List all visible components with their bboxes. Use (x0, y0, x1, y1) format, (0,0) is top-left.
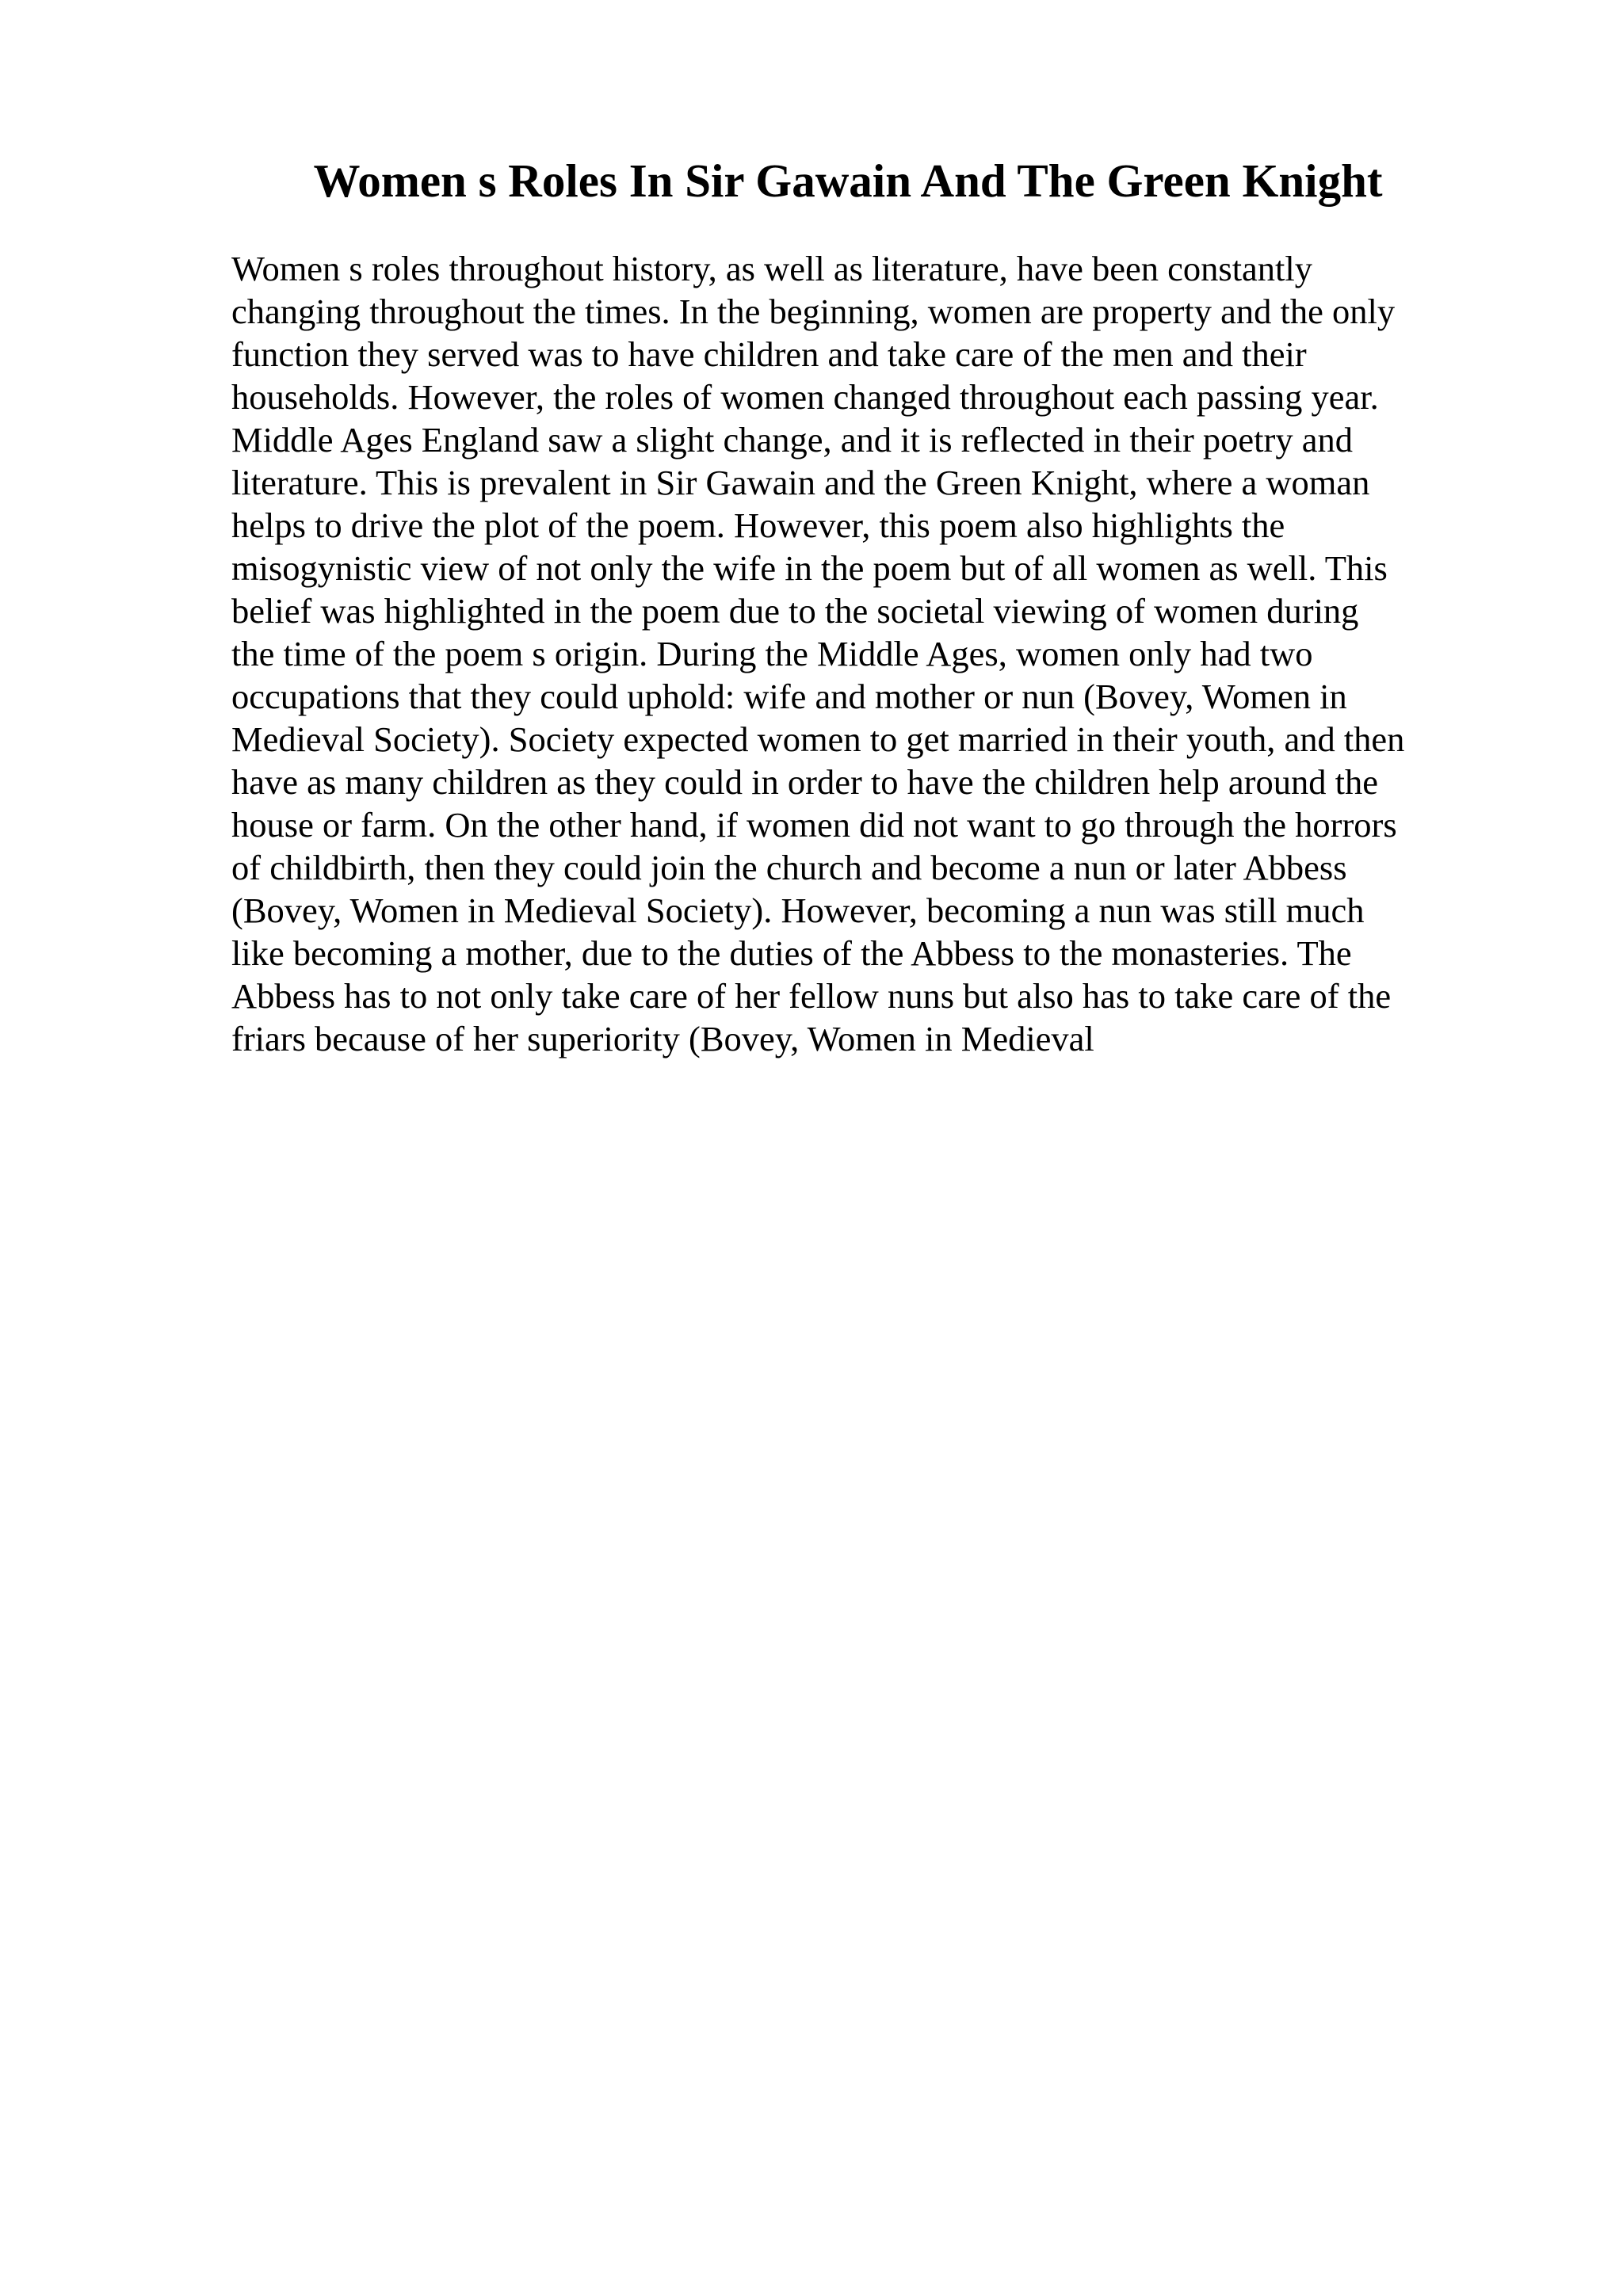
body-line: households. However, the roles of women changed throughout each passing year. (231, 377, 1379, 417)
body-line: literature. This is prevalent in Sir Gawain and the Green Knight, where a woman (231, 463, 1370, 502)
body-line: of childbirth, then they could join the church and become a nun or later Abbess (231, 848, 1347, 887)
body-line: Abbess has to not only take care of her fellow nuns but also has to take care of the (231, 976, 1392, 1016)
body-line: belief was highlighted in the poem due to the societal viewing of women during (231, 591, 1359, 631)
body-line: the time of the poem s origin. During the Middle Ages, women only had two (231, 634, 1313, 673)
body-line: have as many children as they could in order to have the children help around the (231, 762, 1378, 802)
body-line: friars because of her superiority (Bovey, Women in Medieval (231, 1019, 1094, 1058)
body-line: function they served was to have children and take care of the men and their (231, 334, 1307, 374)
body-line: like becoming a mother, due to the duties of the Abbess to the monasteries. The (231, 933, 1352, 973)
document-title: Women s Roles In Sir Gawain And The Green Knight (313, 154, 1383, 207)
body-line: Women s roles throughout history, as well as literature, have been constantly (231, 249, 1313, 288)
body-line: misogynistic view of not only the wife in the poem but of all women as well. This (231, 548, 1388, 588)
body-line: helps to drive the plot of the poem. However, this poem also highlights the (231, 505, 1285, 545)
body-line: changing throughout the times. In the beginning, women are property and the only (231, 292, 1396, 331)
body-line: Medieval Society). Society expected women to get married in their youth, and then (231, 719, 1405, 759)
body-line: house or farm. On the other hand, if women did not want to go through the horrors (231, 805, 1397, 845)
body-line: Middle Ages England saw a slight change, and it is reflected in their poetry and (231, 420, 1353, 460)
body-line: (Bovey, Women in Medieval Society). However, becoming a nun was still much (231, 891, 1365, 930)
body-line: occupations that they could uphold: wife and mother or nun (Bovey, Women in (231, 677, 1347, 716)
document-body (231, 247, 1484, 1060)
